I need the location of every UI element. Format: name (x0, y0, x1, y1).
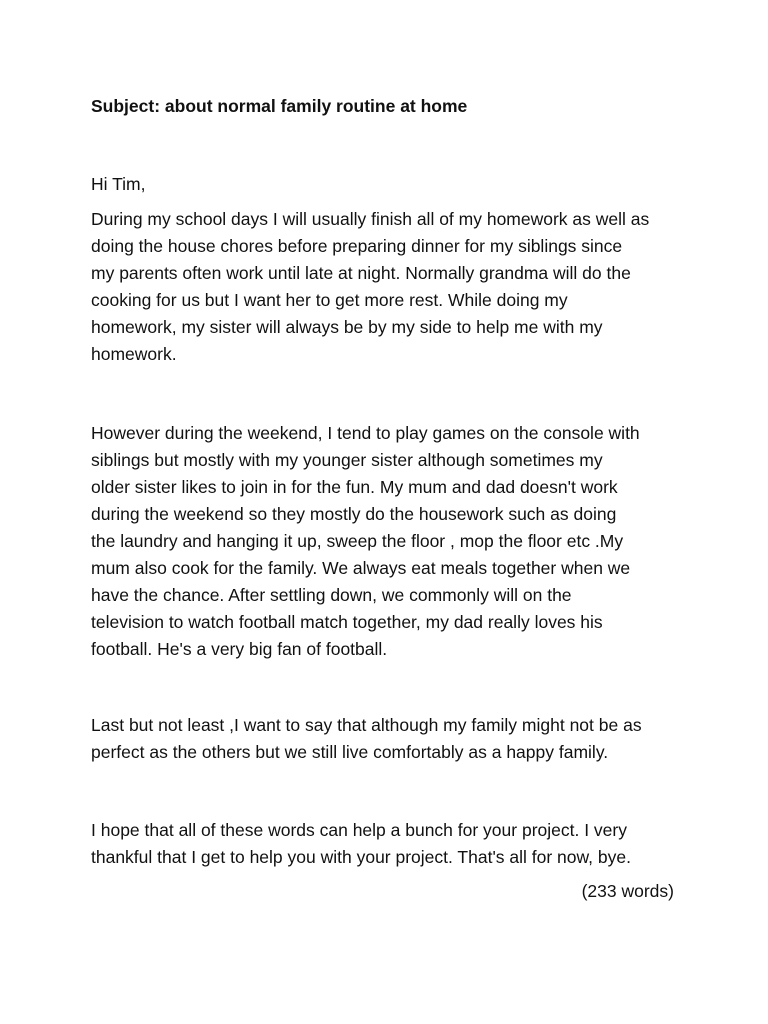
paragraph-line: siblings but mostly with my younger sister although sometimes my (91, 450, 603, 470)
paragraph-line: older sister likes to join in for the fun. My mum and dad doesn't work (91, 477, 618, 497)
paragraph-line: my parents often work until late at night. Normally grandma will do the (91, 263, 631, 283)
paragraph-line: football. He's a very big fan of football. (91, 639, 388, 659)
subject-line: Subject: about normal family routine at home (91, 96, 468, 116)
paragraph-closing (91, 817, 691, 871)
paragraph-line: During my school days I will usually finish all of my homework as well as (91, 209, 650, 229)
paragraph-line: the laundry and hanging it up, sweep the floor , mop the floor etc .My (91, 531, 624, 551)
paragraph-line: Last but not least ,I want to say that although my family might not be as (91, 715, 642, 735)
paragraph-line: cooking for us but I want her to get more rest. While doing my (91, 290, 568, 310)
paragraph-line: perfect as the others but we still live comfortably as a happy family. (91, 742, 609, 762)
paragraph-line: during the weekend so they mostly do the housework such as doing (91, 504, 617, 524)
paragraph-school-days (91, 206, 691, 368)
paragraph-line: doing the house chores before preparing dinner for my siblings since (91, 236, 623, 256)
paragraph-line: have the chance. After settling down, we commonly will on the (91, 585, 572, 605)
paragraph-line: mum also cook for the family. We always eat meals together when we (91, 558, 631, 578)
paragraph-weekend (91, 420, 691, 663)
paragraph-line: homework. (91, 344, 177, 364)
paragraph-line: However during the weekend, I tend to play games on the console with (91, 423, 640, 443)
word-count: (233 words) (581, 881, 674, 901)
greeting: Hi Tim, (91, 174, 146, 194)
paragraph-line: I hope that all of these words can help a bunch for your project. I very (91, 820, 627, 840)
paragraph-line: homework, my sister will always be by my side to help me with my (91, 317, 603, 337)
paragraph-conclusion (91, 712, 691, 766)
paragraph-line: television to watch football match together, my dad really loves his (91, 612, 603, 632)
paragraph-line: thankful that I get to help you with your project. That's all for now, bye. (91, 847, 631, 867)
